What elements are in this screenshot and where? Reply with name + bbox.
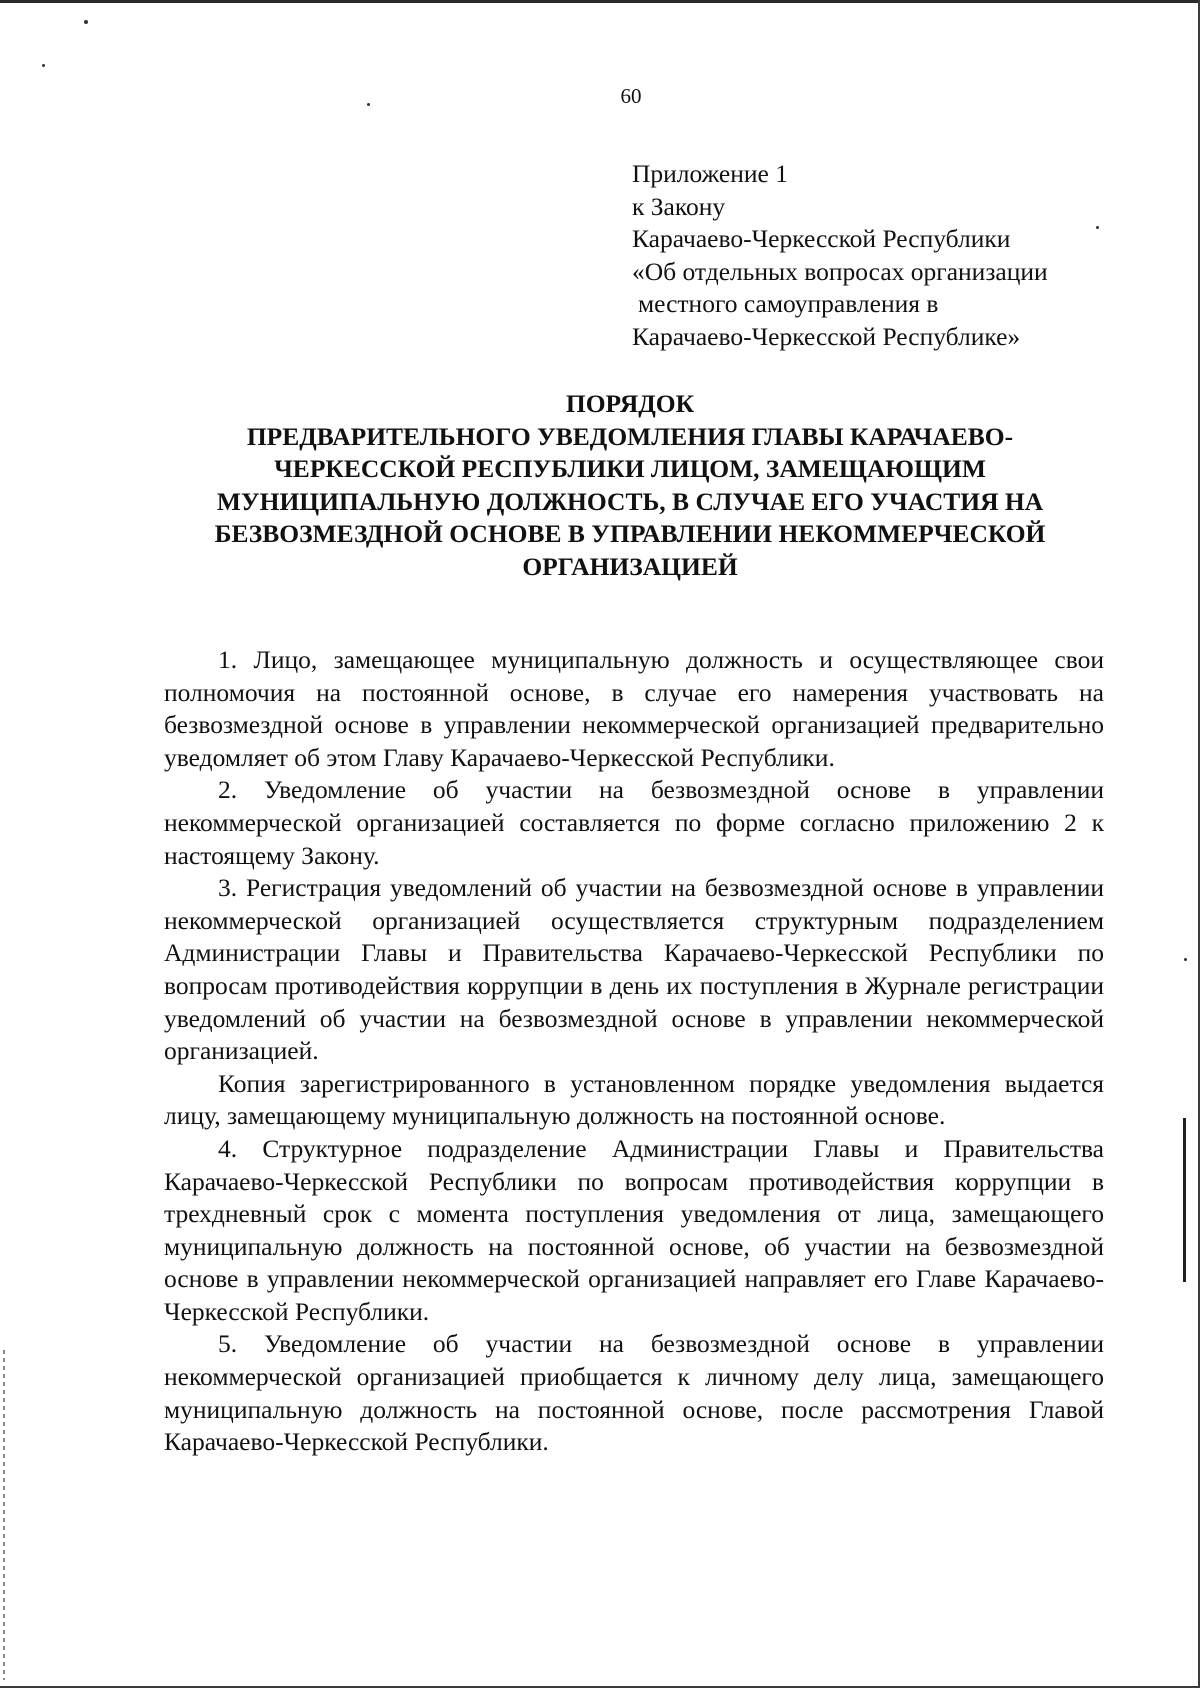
document-body [164, 644, 1104, 1459]
title-line: ПРЕДВАРИТЕЛЬНОГО УВЕДОМЛЕНИЯ ГЛАВЫ КАРАЧАЕВО- [246, 421, 1014, 451]
scan-speck [42, 64, 45, 67]
scan-edge-left-dashes [3, 1350, 5, 1680]
page-number: 60 [620, 84, 642, 108]
appendix-header [632, 158, 1152, 353]
paragraph-4: 4. Структурное подразделение Администрации Главы и Правительства Карачаево-Черкесской Республики по вопросам противодействия коррупции в трехдневный срок с момента поступления уведомления от лица, замещающего муниципальную должность на постоянной основе, об участии на безвозмездной основе в управлении некоммерческой организацией направляет его Главе Карачаево-Черкесской Республики. [164, 1133, 1104, 1326]
scan-speck [1184, 958, 1187, 961]
scan-speck [84, 20, 88, 24]
scan-edge-right-mark [1183, 1118, 1186, 1282]
document-title [160, 388, 1100, 583]
appendix-line: Приложение 1 [632, 159, 788, 188]
scan-edge-top [0, 0, 1200, 3]
appendix-line: Карачаево-Черкесской Республике» [632, 321, 1021, 351]
title-line: ЧЕРКЕССКОЙ РЕСПУБЛИКИ ЛИЦОМ, ЗАМЕЩАЮЩИМ [274, 454, 986, 483]
title-line: ОРГАНИЗАЦИЕЙ [522, 551, 738, 581]
title-line: ПОРЯДОК [565, 389, 695, 418]
appendix-line: местного самоуправления в [638, 289, 939, 318]
paragraph-2: 2. Уведомление об участии на безвозмездной основе в управлении некоммерческой организацией составляется по форме согласно приложению 2 к настоящему Закону. [164, 775, 1104, 870]
appendix-line: к Закону [632, 191, 726, 221]
title-line: БЕЗВОЗМЕЗДНОЙ ОСНОВЕ В УПРАВЛЕНИИ НЕКОММЕРЧЕСКОЙ [214, 519, 1046, 548]
paragraph-3-copy: Копия зарегистрированного в установленном порядке уведомления выдается лицу, замещающему муниципальную должность на постоянной основе. [164, 1068, 1104, 1131]
paragraph-1: 1. Лицо, замещающее муниципальную должность и осуществляющее свои полномочия на постоянной основе, в случае его намерения участвовать на безвозмездной основе в управлении некоммерческой организацией предварительно уведомляет об этом Главу Карачаево-Черкесской Республики. [164, 645, 1104, 772]
title-line: МУНИЦИПАЛЬНУЮ ДОЛЖНОСТЬ, В СЛУЧАЕ ЕГО УЧАСТИЯ НА [216, 486, 1044, 516]
paragraph-5: 5. Уведомление об участии на безвозмездной основе в управлении некоммерческой организацией приобщается к личному делу лица, замещающего муниципальную должность на постоянной основе, после рассмотрения Главой Карачаево-Черкесской Республики. [164, 1329, 1104, 1457]
appendix-line: «Об отдельных вопросах организации [632, 256, 1048, 286]
paragraph-3: 3. Регистрация уведомлений об участии на безвозмездной основе в управлении некоммерческой организацией осуществляется структурным подразделением Администрации Главы и Правительства Карачаево-Черкесской Республики по вопросам противодействия коррупции в день их поступления в Журнале регистрации уведомлений об участии на безвозмездной основе в управлении некоммерческой организацией. [164, 873, 1104, 1066]
appendix-line: Карачаево-Черкесской Республики [632, 224, 1011, 253]
